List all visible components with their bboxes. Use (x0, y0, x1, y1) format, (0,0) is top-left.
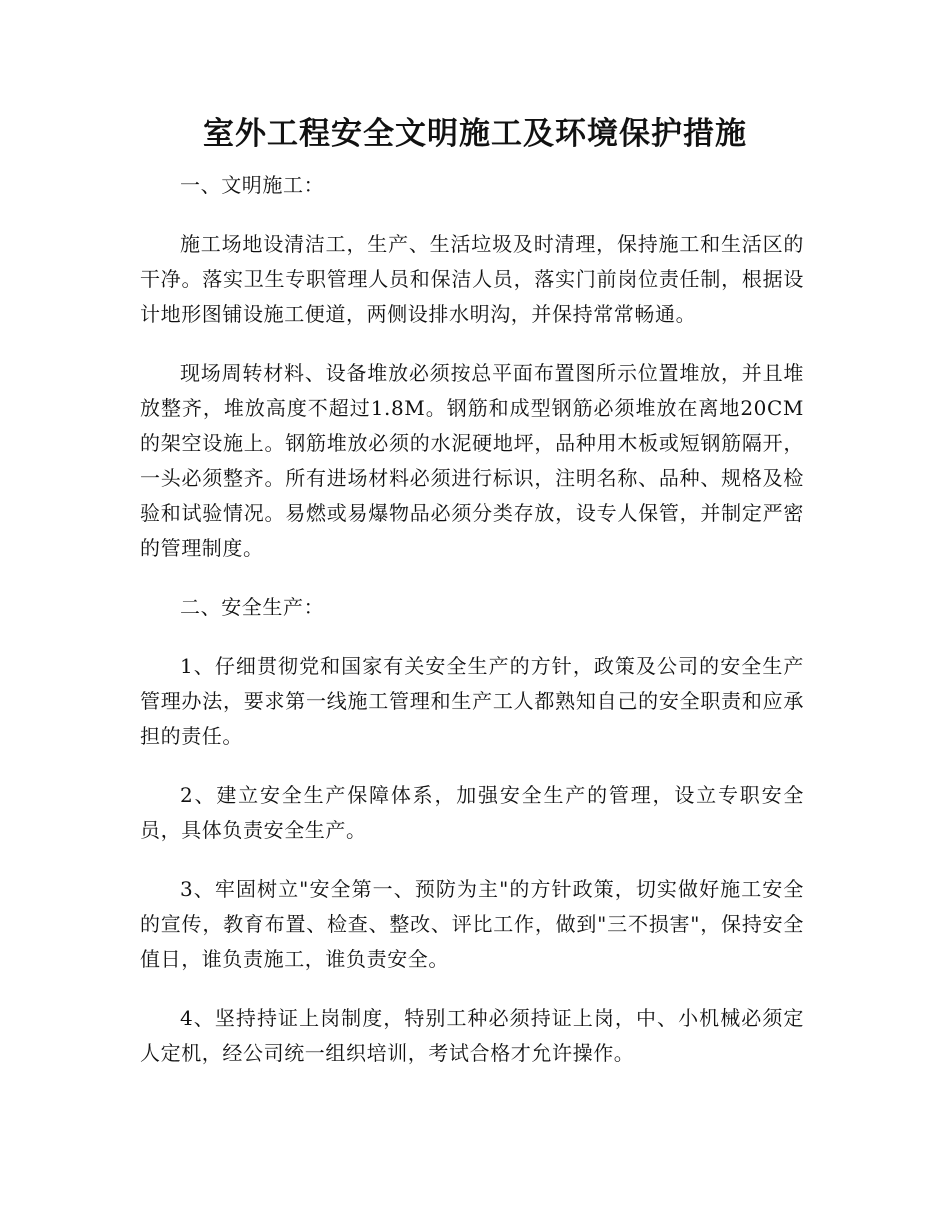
section-heading-civilized-construction: 一、文明施工： (180, 173, 325, 197)
document-title: 室外工程安全文明施工及环境保护措施 (203, 116, 747, 152)
paragraph: 4、坚持持证上岗制度，特别工种必须持证上岗，中、小机械必须定人定机，经公司统一组织培训，考试合格才允许操作。 (140, 1006, 804, 1065)
paragraph: 现场周转材料、设备堆放必须按总平面布置图所示位置堆放，并且堆放整齐，堆放高度不超过1.8M。钢筋和成型钢筋必须堆放在离地20CM的架空设施上。钢筋堆放必须的水泥硬地坪，品种用木板或短钢筋隔开，一头必须整齐。所有进场材料必须进行标识，注明名称、品种、规格及检验和试验情况。易燃或易爆物品必须分类存放，设专人保管，并制定严密的管理制度。 (140, 361, 804, 560)
paragraph: 施工场地设清洁工，生产、生活垃圾及时清理，保持施工和生活区的干净。落实卫生专职管理人员和保洁人员，落实门前岗位责任制，根据设计地形图铺设施工便道，两侧设排水明沟，并保持常常畅通。 (140, 232, 804, 326)
section-heading-safety-production: 二、安全生产： (180, 595, 325, 619)
paragraph: 3、牢固树立"安全第一、预防为主"的方针政策，切实做好施工安全的宣传，教育布置、检查、整改、评比工作，做到"三不损害"，保持安全值日，谁负责施工，谁负责安全。 (140, 877, 804, 971)
paragraph: 1、仔细贯彻党和国家有关安全生产的方针，政策及公司的安全生产管理办法，要求第一线施工管理和生产工人都熟知自己的安全职责和应承担的责任。 (140, 654, 804, 748)
paragraph: 2、建立安全生产保障体系，加强安全生产的管理，设立专职安全员，具体负责安全生产。 (140, 783, 804, 842)
document-body (140, 168, 804, 1071)
